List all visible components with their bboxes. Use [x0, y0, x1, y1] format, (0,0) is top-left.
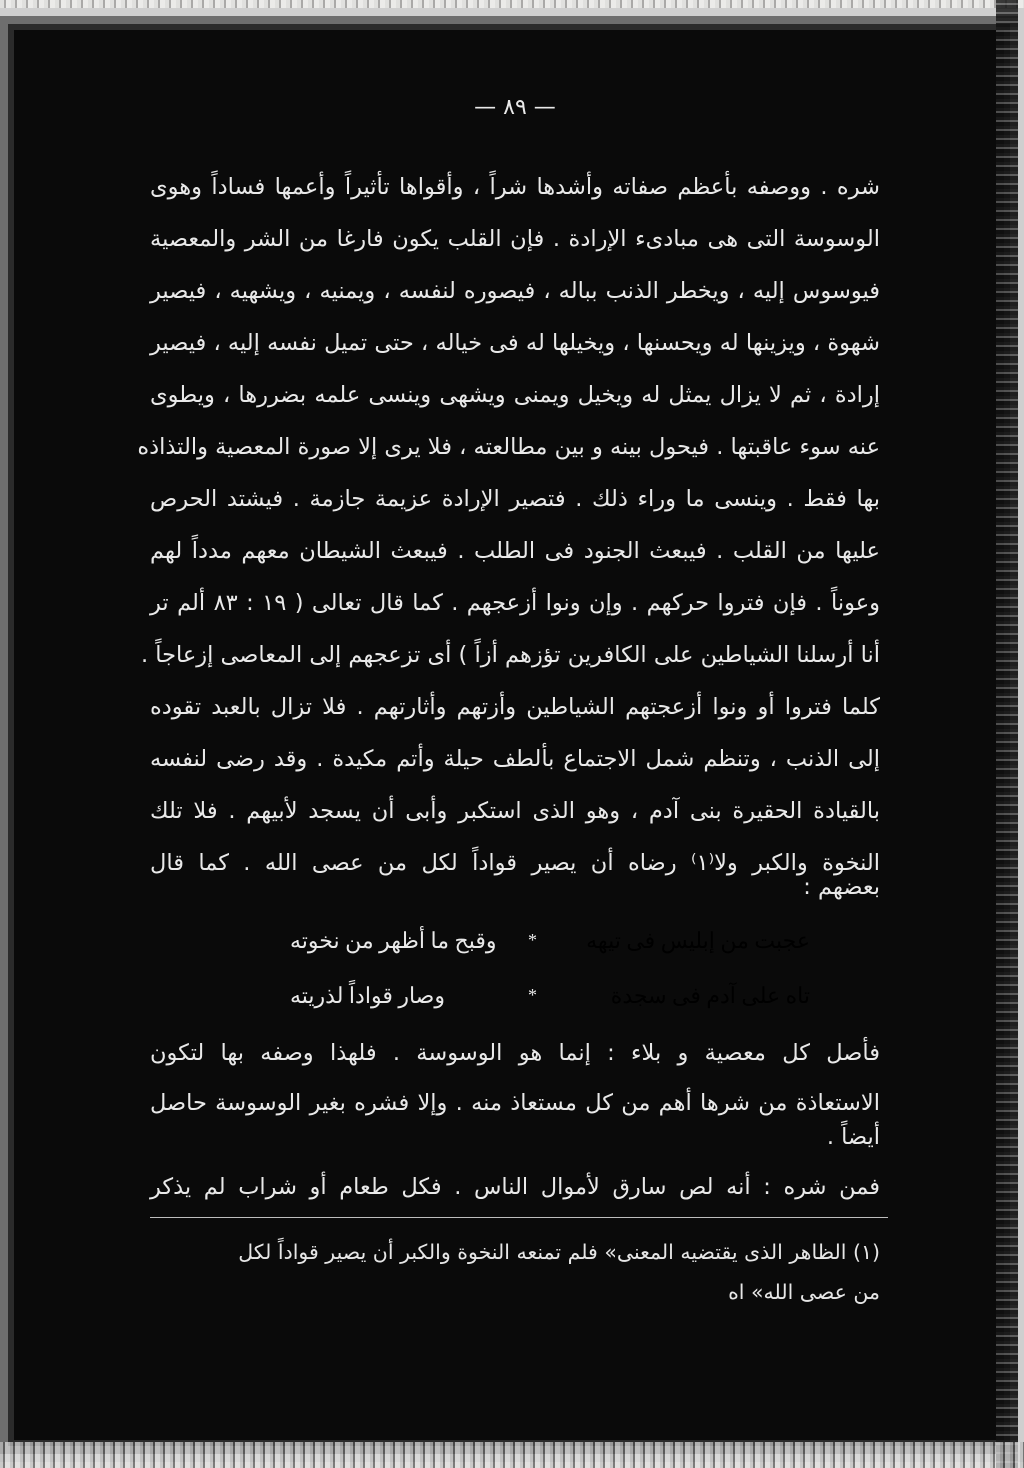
text-line: بالقيادة الحقيرة بنى آدم ، وهو الذى استكبر وأبى أن يسجد لأبيهم . فلا تلك	[150, 798, 880, 824]
text-line: فمن شره : أنه لص سارق لأموال الناس . فكل طعام أو شراب لم يذكر	[150, 1174, 880, 1200]
text-line: فيوسوس إليه ، ويخطر الذنب بباله ، فيصوره لنفسه ، ويمنيه ، ويشهيه ، فيصير	[150, 278, 880, 304]
page-number: — ٨٩ —	[474, 95, 556, 120]
text-line: عليها من القلب . فيبعث الجنود فى الطلب . فيبعث الشيطان معهم مدداً لهم	[150, 538, 880, 564]
text-line: بها فقط . وينسى ما وراء ذلك . فتصير الإرادة عزيمة جازمة . فيشتد الحرص	[150, 486, 880, 512]
verse-1-right: عجبت من إبليس فى تيهه	[586, 928, 810, 953]
text-line: فأصل كل معصية و بلاء : إنما هو الوسوسة . فلهذا وصفه بها لتكون	[150, 1040, 880, 1066]
text-line: كلما فتروا أو ونوا أزعجتهم الشياطين وأزتهم وأثارتهم . فلا تزال بالعبد تقوده	[150, 694, 880, 720]
verse-1-left: وقبح ما أظهر من نخوته	[290, 928, 497, 953]
footnote-line: من عصى الله» اه	[728, 1280, 880, 1304]
verse-2-star: *	[528, 985, 537, 1005]
scan-border-bottom	[0, 1442, 1024, 1468]
text-line: أيضاً .	[826, 1124, 880, 1150]
text-line: النخوة والكبر ولا⁽١⁾ رضاه أن يصير قواداً لكل من عصى الله . كما قال	[150, 850, 880, 876]
verse-2-right: تاه على آدم فى سجدة	[610, 983, 810, 1008]
text-line: شره . ووصفه بأعظم صفاته وأشدها شراً ، وأقواها تأثيراً وأعمها فساداً وهوى	[150, 174, 880, 200]
text-line: عنه سوء عاقبتها . فيحول بينه و بين مطالعته ، فلا يرى إلا صورة المعصية والتذاذه	[137, 434, 880, 460]
verse-1-star: *	[528, 930, 537, 950]
verse-2-left: وصار قواداً لذريته	[290, 983, 445, 1008]
text-line: أنا أرسلنا الشياطين على الكافرين تؤزهم أزاً ) أى تزعجهم إلى المعاصى إزعاجاً .	[140, 642, 880, 668]
text-line: الاستعاذة من شرها أهم من كل مستعاذ منه . وإلا فشره بغير الوسوسة حاصل	[150, 1090, 880, 1116]
text-line: إرادة ، ثم لا يزال يمثل له ويخيل ويمنى ويشهى وينسى علمه بضررها ، ويطوى	[150, 382, 880, 408]
footnote-rule	[150, 1217, 888, 1218]
text-line: الوسوسة التى هى مبادىء الإرادة . فإن القلب يكون فارغا من الشر والمعصية	[150, 226, 880, 252]
footnote-line: (١) الظاهر الذى يقتضيه المعنى» فلم تمنعه النخوة والكبر أن يصير قواداً لكل	[238, 1240, 880, 1264]
text-line: شهوة ، ويزينها له ويحسنها ، ويخيلها له فى خياله ، حتى تميل نفسه إليه ، فيصير	[150, 330, 880, 356]
scan-border-top	[0, 0, 1024, 26]
scan-border-right	[996, 0, 1018, 1468]
text-line: بعضهم :	[803, 874, 880, 900]
text-line: وعوناً . فإن فتروا حركهم . وإن ونوا أزعجهم . كما قال تعالى ( ١٩ : ٨٣ ألم تر	[150, 590, 881, 616]
text-line: إلى الذنب ، وتنظم شمل الاجتماع بألطف حيلة وأتم مكيدة . وقد رضى لنفسه	[150, 746, 880, 772]
